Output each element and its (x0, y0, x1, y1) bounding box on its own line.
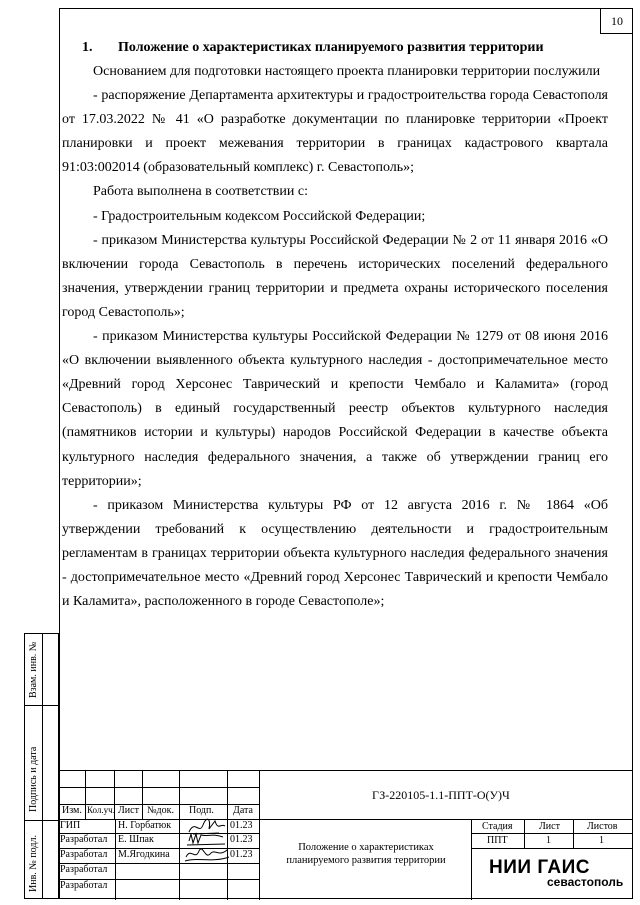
row-name: Н. Горбатюк (118, 820, 172, 831)
row-role: Разработал (60, 864, 108, 875)
row-date: 01.23 (230, 820, 253, 831)
sheets-value: 1 (599, 835, 604, 846)
row-role: Разработал (60, 834, 108, 845)
logo-main-text: НИИ ГАИС (489, 857, 590, 878)
row-name: Е. Шпак (118, 834, 154, 845)
heading-title: Положение о характеристиках планируемого развития территории (118, 40, 544, 55)
header-list: Лист (118, 805, 139, 816)
stage-header: Стадия (482, 821, 513, 832)
stage-value: ППТ (487, 835, 508, 846)
heading-number: 1. (82, 40, 93, 55)
sheets-header: Листов (587, 821, 618, 832)
paragraph: Работа выполнена в соответствии с: (93, 184, 308, 200)
sheet-description: Положение о характеристиках планируемого развития территории (286, 842, 446, 866)
body-text (62, 60, 608, 614)
row-date: 01.23 (230, 834, 253, 845)
organization-logo (489, 857, 624, 889)
header-ndok: №док. (147, 805, 174, 816)
logo-sub-text: севастополь (547, 875, 624, 889)
header-data: Дата (233, 805, 253, 816)
header-podp: Подп. (189, 805, 214, 816)
row-role: Разработал (60, 880, 108, 891)
sheet-value: 1 (546, 835, 551, 846)
margin-label-inv: Инв. № подл. (28, 835, 39, 892)
margin-label-podpis: Подпись и дата (28, 746, 39, 812)
row-name: М.Ягодкина (118, 849, 170, 860)
page-number: 10 (600, 8, 633, 34)
paragraph: - приказом Министерства культуры Российской Федерации № 1279 от 08 июня 2016 «О включении выявленного объекта культурного наследия - достопримечательное место «Древний город Херсонес Таврический и крепости Чембало и Каламита» (город Севастополь) в единый государственный реестр объектов культурного наследия (памятников истории и культуры) народов Российской Федерации в качестве объекта культурного наследия федерального значения, а также об утверждении границ его территории»; (62, 329, 608, 489)
signature-yagodkina (183, 845, 231, 865)
section-heading (82, 40, 544, 56)
margin-label-vzam: Взам. инв. № (28, 641, 39, 698)
margin-divider (24, 705, 59, 706)
margin-divider (24, 820, 59, 821)
row-role: ГИП (60, 820, 81, 831)
paragraph: - распоряжение Департамента архитектуры и градостроительства города Севастополя от 17.03.2022 № 41 «О разработке документации по планировке территории «Проект планировки и проект межевания территории в границах кадастрового квартала 91:03:002014 (образовательный комплекс) г. Севастополь»; (62, 88, 608, 176)
paragraph: Основанием для подготовки настоящего проекта планировки территории послужили (93, 64, 601, 79)
margin-strip-field (43, 633, 59, 899)
paragraph: - Градостроительным кодексом Российской Федерации; (93, 208, 426, 224)
document-code: ГЗ-220105-1.1-ППТ-О(У)Ч (372, 788, 510, 802)
header-izm: Изм. (62, 805, 82, 816)
paragraph: - приказом Министерства культуры РФ от 12 августа 2016 г. № 1864 «Об утверждении требований к осуществлению деятельности и градостроительным регламентам в границах территории объекта культурного наследия федерального значения - достопримечательное место «Древний город Херсонес Таврический и крепости Чембало и Каламита», расположенного в городе Севастополе»; (62, 497, 608, 610)
row-role: Разработал (60, 849, 108, 860)
header-kolych: Кол.уч. (87, 805, 115, 815)
paragraph: - приказом Министерства культуры Российской Федерации № 2 от 11 января 2016 «О включении города Севастополь в перечень исторических поселений федерального значения, утверждении границ территории и предмета охраны исторического поселения город Севастополь»; (62, 232, 608, 320)
sheet-header: Лист (539, 821, 560, 832)
row-date: 01.23 (230, 849, 253, 860)
